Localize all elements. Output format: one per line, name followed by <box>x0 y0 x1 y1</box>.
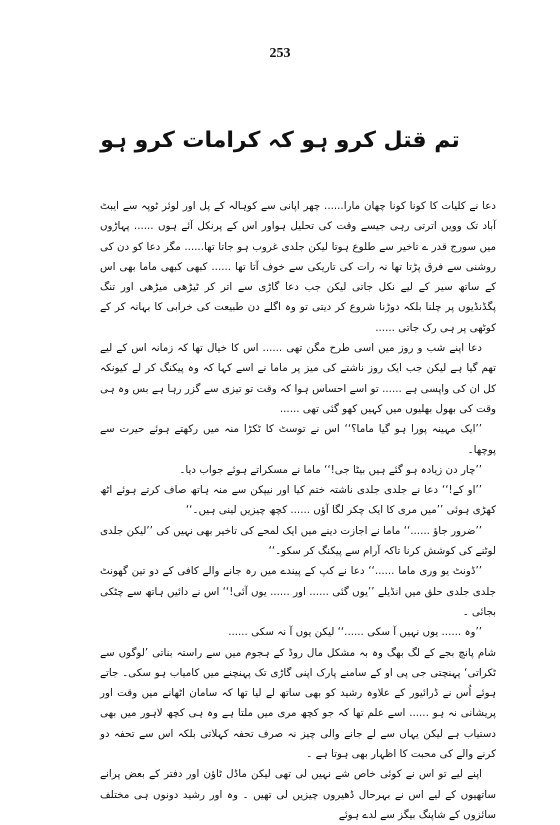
paragraph: دعا اپنے شب و روز میں اسی طرح مگن تھی ...... اس کا خیال تھا کہ زمانہ اس کے لیے تھم گیا ہے لیکن جب ایک روز ناشتے کی میز پر ماما نے اسے کہا کہ وہ پیکنگ کر لے کیونکہ کل ان کی واپسی ہے ...... تو اسے احساس ہوا کہ وقت تو تیزی سے گزر رہا ہے بس وہ ہی وقت کی بھول بھلیوں میں کہیں کھو گئی تھی ...... <box>100 342 496 415</box>
page-number: 253 <box>269 46 291 61</box>
paragraph: دعا نے کلیات کا کونا کونا چھان مارا...... چھر اپانی سے کوہالہ کے پل اور لوئر ٹوپہ سے ایبٹ آباد تک وویں اترتی رہی جیسے وقت کی تحلیل ہواور اس کے پرنکل آئے ہوں ...... پہاڑوں میں سورج قدر ے تاخیر سے طلوع ہوتا لیکن جلدی غروب ہو جاتا تھا...... مگر دعا کو دن کی روشنی سے فرق پڑتا تھا نہ رات کی تاریکی سے خوف آتا تھا ...... کبھی کبھی ماما بھی اس کے ساتھ سیر کے لیے نکل جاتی لیکن جب دعا گاڑی سے اتر کر ٹیڑھی میڑھی اور تنگ پگڈنڈیوں پر چلنا بلکہ دوڑنا شروع کر دیتی تو وہ اگلے دن طبیعت کی خرابی کا بہانہ کر کے کوٹھی پر ہی رک جاتی ...... <box>100 200 496 334</box>
paragraph: ’’ڈونٹ یو وری ماما ......‘‘ دعا نے کپ کے پیندے میں رہ جانے والے کافی کے دو تین گھونٹ جلدی جلدی حلق میں انڈیلے ’’یوں گئی ...... اور ...... یوں آئی!‘‘ اس نے دائیں ہاتھ سے چٹکی بجائی ۔ <box>100 565 496 618</box>
paragraph: ’’ضرور جاؤ ......‘‘ ماما نے اجازت دینے میں ایک لمحے کی تاخیر بھی نہیں کی ’’لیکن جلدی لوٹنے کی کوشش کرنا تاکہ آرام سے پیکنگ کر سکو۔‘‘ <box>100 524 496 558</box>
paragraph: ’’ایک مہینہ پورا ہو گیا ماما؟‘‘ اس نے توسٹ کا ٹکڑا منہ میں رکھتے ہوئے حیرت سے پوچھا۔ <box>100 423 496 456</box>
paragraph: ’’او کے!‘‘ دعا نے جلدی جلدی ناشتہ ختم کیا اور نیپکن سے منہ ہاتھ صاف کرتے ہوئے اٹھ کھڑی ہوئی ’’میں مری کا ایک چکر لگا آؤں ...... کچھ چیزیں لینی ہیں۔‘‘ <box>100 484 496 517</box>
paragraph: اپنے لیے تو اس نے کوئی خاص شے نہیں لی تھی لیکن ماڈل ٹاؤن اور دفتر کے بعض پرانے ساتھیوں کے لیے اس نے بہرحال ڈھیروں چیزیں لی تھیں ۔ وہ اور رشید دونوں ہی مختلف سائزوں کے شاپنگ بیگز سے لدے ہوئے <box>100 768 496 821</box>
chapter-title: تم قتل کرو ہو کہ کرامات کرو ہو <box>100 128 460 153</box>
paragraph: ’’چار دن زیادہ ہو گئے ہیں بیٹا جی!‘‘ ماما نے مسکراتے ہوئے جواب دیا۔ <box>179 463 482 476</box>
paragraph: شام پانچ بجے کے لگ بھگ وہ بہ مشکل مال روڈ کے ہجوم میں سے راستہ بناتی ’لوگوں سے ٹکراتی‘ پہنچتی جی پی او کے سامنے پارک اپنی گاڑی تک پہنچنے میں کامیاب ہو سکی۔ جاتے ہوئے اُس نے ڈرائیور کے علاوہ رشید کو بھی ساتھ لے لیا تھا کہ سامان اٹھانے میں وقت اور پریشانی نہ ہو ...... اسے علم تھا کہ جو کچھ مری میں ملتا ہے وہ ہی کچھ لاہور میں بھی دستیاب ہے لیکن یہاں سے لے جانے والی چیز نہ صرف تحفہ کہلاتی بلکہ اس سے تحفہ دو کرنے والے کی محبت کا اظہار بھی ہوتا ہے ۔ <box>100 646 496 761</box>
body-text <box>100 196 496 825</box>
paragraph: ’’وہ ...... یوں نہیں آ سکی ......‘‘ لیکن یوں آ نہ سکی ...... <box>228 626 482 639</box>
